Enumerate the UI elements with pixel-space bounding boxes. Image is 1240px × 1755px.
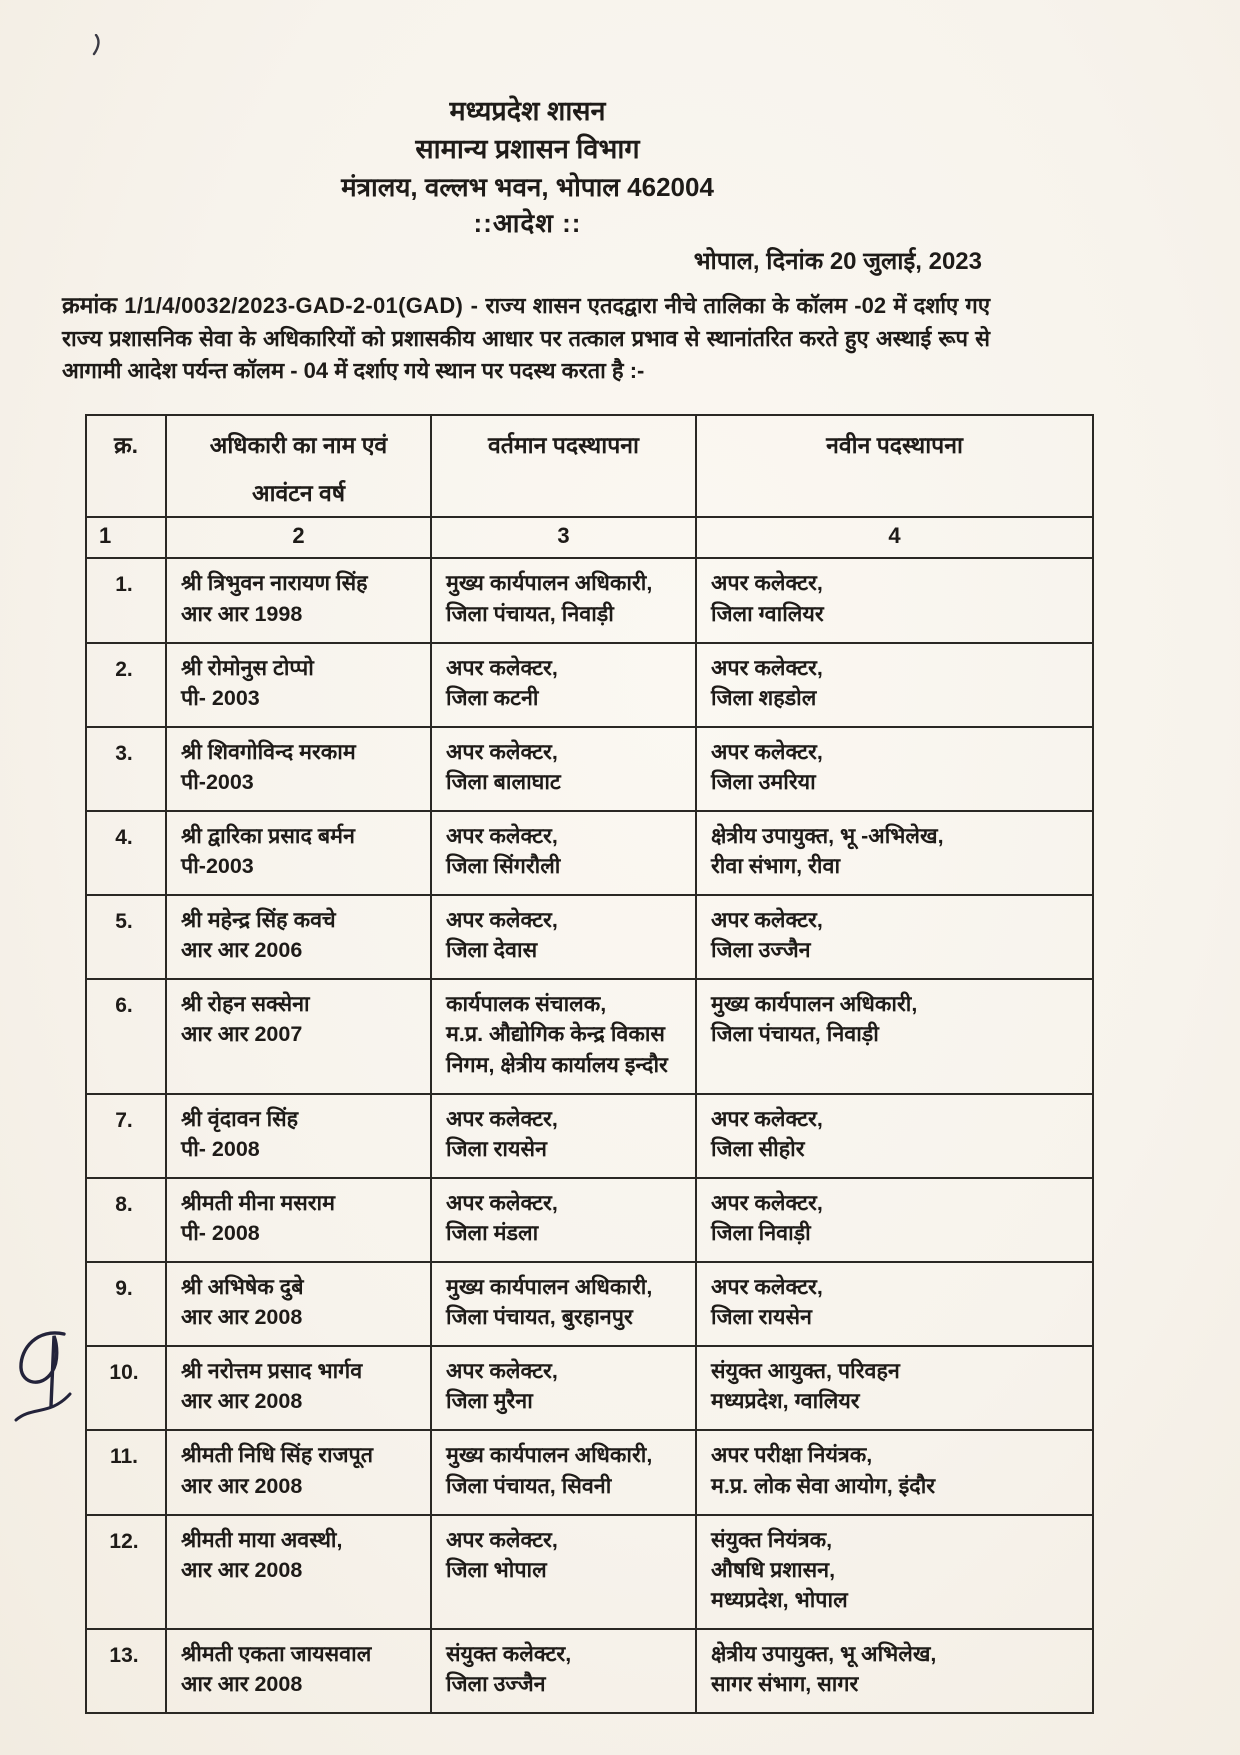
cell-line: संयुक्त कलेक्टर, — [446, 1641, 572, 1666]
cell-line: म.प्र. औद्योगिक केन्द्र विकास — [446, 1022, 665, 1047]
cell-line: आर आर 2008 — [181, 1473, 303, 1498]
cell-line: मुख्य कार्यपालन अधिकारी, — [446, 1275, 653, 1300]
cell-line: श्री महेन्द्र सिंह कवचे — [181, 908, 336, 933]
cell-line: अपर कलेक्टर, — [711, 655, 823, 680]
cell-line: जिला भोपाल — [446, 1557, 547, 1582]
cell-line: जिला रायसेन — [711, 1305, 812, 1330]
cell-line: श्री त्रिभुवन नारायण सिंह — [181, 571, 368, 596]
current-posting-cell — [431, 1346, 696, 1430]
cell-line: श्रीमती मीना मसराम — [181, 1190, 335, 1215]
cell-line: निगम, क्षेत्रीय कार्यालय इन्दौर — [446, 1052, 668, 1077]
table-row — [86, 1430, 1093, 1514]
cell-line: जिला बालाघाट — [446, 769, 561, 794]
new-posting-cell — [696, 1430, 1093, 1514]
signature-icon — [6, 1326, 82, 1438]
office-address: मंत्रालय, वल्लभ भवन, भोपाल 462004 — [341, 172, 714, 202]
cell-line: जिला निवाड़ी — [711, 1220, 811, 1245]
cell-line: अपर कलेक्टर, — [446, 655, 558, 680]
new-posting-cell — [696, 643, 1093, 727]
current-posting-cell — [431, 895, 696, 979]
document-header — [0, 98, 1055, 236]
cell-line: आर आर 2006 — [181, 938, 303, 963]
current-posting-cell — [431, 979, 696, 1093]
column-number-2: 2 — [166, 517, 431, 558]
cell-line: आर आर 2007 — [181, 1022, 303, 1047]
order-body-paragraph — [62, 289, 990, 387]
row-serial: 9. — [86, 1262, 166, 1346]
cell-line: मध्यप्रदेश, ग्वालियर — [711, 1389, 860, 1414]
new-posting-cell — [696, 895, 1093, 979]
row-serial: 1. — [86, 558, 166, 642]
cell-line: पी- 2008 — [181, 1220, 260, 1245]
cell-line: आर आर 2008 — [181, 1671, 303, 1696]
cell-line: अपर कलेक्टर, — [711, 571, 823, 596]
cell-line: क्षेत्रीय उपायुक्त, भू अभिलेख, — [711, 1641, 937, 1666]
row-serial: 4. — [86, 811, 166, 895]
cell-line: अपर कलेक्टर, — [446, 1190, 558, 1215]
cell-line: श्री वृंदावन सिंह — [181, 1106, 299, 1131]
cell-line: जिला ग्वालियर — [711, 601, 824, 626]
officer-name-cell — [166, 811, 431, 895]
cell-line: अपर कलेक्टर, — [446, 824, 558, 849]
current-posting-cell — [431, 643, 696, 727]
cell-line: अपर कलेक्टर, — [446, 1527, 558, 1552]
cell-line: श्री रोमोनुस टोप्पो — [181, 655, 314, 680]
new-posting-cell — [696, 1515, 1093, 1629]
row-serial: 12. — [86, 1515, 166, 1629]
row-serial: 6. — [86, 979, 166, 1093]
column-number-3: 3 — [431, 517, 696, 558]
cell-line: मुख्य कार्यपालन अधिकारी, — [446, 571, 653, 596]
transfer-table-body — [86, 558, 1093, 1713]
row-serial: 8. — [86, 1178, 166, 1262]
current-posting-cell — [431, 558, 696, 642]
row-serial: 2. — [86, 643, 166, 727]
officer-name-cell — [166, 979, 431, 1093]
cell-line: अपर कलेक्टर, — [711, 908, 823, 933]
table-row — [86, 727, 1093, 811]
new-posting-cell — [696, 979, 1093, 1093]
cell-line: पी- 2008 — [181, 1136, 260, 1161]
cell-line: जिला रायसेन — [446, 1136, 547, 1161]
cell-line: जिला उज्जैन — [446, 1671, 546, 1696]
department-name: सामान्य प्रशासन विभाग — [415, 134, 640, 164]
cell-line: पी-2003 — [181, 854, 254, 879]
cell-line: जिला पंचायत, सिवनी — [446, 1473, 612, 1498]
officer-name-cell — [166, 727, 431, 811]
new-posting-cell — [696, 1178, 1093, 1262]
officer-name-cell — [166, 643, 431, 727]
current-posting-cell — [431, 1262, 696, 1346]
current-posting-cell — [431, 1094, 696, 1178]
column-number-row — [86, 517, 1093, 558]
cell-line: संयुक्त नियंत्रक, — [711, 1527, 833, 1552]
new-posting-cell — [696, 811, 1093, 895]
table-row — [86, 1094, 1093, 1178]
officer-name-cell — [166, 1178, 431, 1262]
current-posting-cell — [431, 1430, 696, 1514]
cell-line: औषधि प्रशासन, — [711, 1557, 836, 1582]
cell-line: मुख्य कार्यपालन अधिकारी, — [446, 1443, 653, 1468]
current-posting-cell — [431, 1629, 696, 1713]
cell-line: अपर कलेक्टर, — [446, 739, 558, 764]
cell-line: जिला पंचायत, निवाड़ी — [446, 601, 614, 626]
col-header-officer — [166, 415, 431, 517]
pen-stroke-icon — [92, 34, 106, 56]
row-serial: 7. — [86, 1094, 166, 1178]
cell-line: अपर कलेक्टर, — [711, 739, 823, 764]
current-posting-cell — [431, 811, 696, 895]
column-number-1: 1 — [86, 517, 166, 558]
cell-line: अपर कलेक्टर, — [711, 1190, 823, 1215]
row-serial: 5. — [86, 895, 166, 979]
cell-line: आर आर 2008 — [181, 1305, 303, 1330]
cell-line: जिला शहडोल — [711, 685, 817, 710]
row-serial: 10. — [86, 1346, 166, 1430]
table-row — [86, 895, 1093, 979]
cell-line: पी- 2003 — [181, 685, 260, 710]
cell-line: जिला मंडला — [446, 1220, 539, 1245]
officer-name-cell — [166, 1346, 431, 1430]
current-posting-cell — [431, 1515, 696, 1629]
cell-line: आर आर 2008 — [181, 1557, 303, 1582]
cell-line: आर आर 1998 — [181, 601, 303, 626]
ref-number: 1/1/4/0032/2023-GAD-2-01(GAD) - — [124, 293, 479, 318]
new-posting-cell — [696, 558, 1093, 642]
order-heading: ::आदेश :: — [473, 208, 582, 238]
cell-line: जिला देवास — [446, 938, 538, 963]
cell-line: संयुक्त आयुक्त, परिवहन — [711, 1359, 900, 1384]
cell-line: अपर कलेक्टर, — [446, 1106, 558, 1131]
cell-line: मुख्य कार्यपालन अधिकारी, — [711, 992, 918, 1017]
table-row — [86, 1515, 1093, 1629]
current-posting-cell — [431, 1178, 696, 1262]
cell-line: श्रीमती एकता जायसवाल — [181, 1641, 372, 1666]
officer-name-cell — [166, 1094, 431, 1178]
cell-line: अपर कलेक्टर, — [446, 1359, 558, 1384]
ref-label: क्रमांक — [62, 292, 118, 318]
row-serial: 11. — [86, 1430, 166, 1514]
cell-line: जिला उमरिया — [711, 769, 816, 794]
new-posting-cell — [696, 1262, 1093, 1346]
cell-line: श्री रोहन सक्सेना — [181, 992, 310, 1017]
cell-line: श्रीमती निधि सिंह राजपूत — [181, 1443, 373, 1468]
cell-line: श्री द्वारिका प्रसाद बर्मन — [181, 824, 355, 849]
cell-line: श्रीमती माया अवस्थी, — [181, 1527, 343, 1552]
order-body-text: राज्य शासन एतदद्वारा नीचे तालिका के कॉलम -02 में दर्शाए गए राज्य प्रशासनिक सेवा के अधिकारियों को प्रशासकीय आधार पर तत्काल प्रभाव से स्थानांतरित करते हुए अस्थाई रूप से आगामी आदेश पर्यन्त कॉलम - 04 में दर्शाए गये स्थान पर पदस्थ करता है :- — [62, 293, 990, 384]
cell-line: श्री नरोत्तम प्रसाद भार्गव — [181, 1359, 363, 1384]
place-date-line: भोपाल, दिनांक 20 जुलाई, 2023 — [693, 248, 982, 275]
officer-name-cell — [166, 1430, 431, 1514]
new-posting-cell — [696, 1629, 1093, 1713]
col-header-officer-line2: आवंटन वर्ष — [251, 480, 346, 507]
table-row — [86, 643, 1093, 727]
table-row — [86, 1178, 1093, 1262]
table-row — [86, 979, 1093, 1093]
col-header-officer-line1: अधिकारी का नाम एवं — [209, 432, 388, 459]
table-header-row — [86, 415, 1093, 517]
cell-line: श्री अभिषेक दुबे — [181, 1275, 304, 1300]
cell-line: जिला कटनी — [446, 685, 539, 710]
cell-line: अपर परीक्षा नियंत्रक, — [711, 1443, 873, 1468]
cell-line: जिला पंचायत, निवाड़ी — [711, 1022, 879, 1047]
cell-line: रीवा संभाग, रीवा — [711, 854, 841, 879]
government-name: मध्यप्रदेश शासन — [449, 96, 606, 126]
cell-line: जिला पंचायत, बुरहानपुर — [446, 1305, 633, 1330]
officer-name-cell — [166, 1262, 431, 1346]
officer-name-cell — [166, 558, 431, 642]
transfer-table — [85, 414, 1094, 1714]
cell-line: जिला उज्जैन — [711, 938, 811, 963]
table-row — [86, 1629, 1093, 1713]
row-serial: 13. — [86, 1629, 166, 1713]
officer-name-cell — [166, 1629, 431, 1713]
cell-line: आर आर 2008 — [181, 1389, 303, 1414]
table-row — [86, 558, 1093, 642]
current-posting-cell — [431, 727, 696, 811]
officer-name-cell — [166, 1515, 431, 1629]
table-row — [86, 1262, 1093, 1346]
cell-line: पी-2003 — [181, 769, 254, 794]
cell-line: जिला सिंगरौली — [446, 854, 561, 879]
cell-line: श्री शिवगोविन्द मरकाम — [181, 739, 356, 764]
col-header-current-posting: वर्तमान पदस्थापना — [431, 415, 696, 517]
cell-line: जिला मुरैना — [446, 1389, 533, 1414]
table-row — [86, 811, 1093, 895]
cell-line: मध्यप्रदेश, भोपाल — [711, 1587, 848, 1612]
officer-name-cell — [166, 895, 431, 979]
cell-line: जिला सीहोर — [711, 1136, 805, 1161]
new-posting-cell — [696, 727, 1093, 811]
cell-line: कार्यपालक संचालक, — [446, 992, 607, 1017]
cell-line: अपर कलेक्टर, — [446, 908, 558, 933]
cell-line: म.प्र. लोक सेवा आयोग, इंदौर — [711, 1473, 936, 1498]
col-header-serial: क्र. — [86, 415, 166, 517]
cell-line: क्षेत्रीय उपायुक्त, भू -अभिलेख, — [711, 824, 944, 849]
table-row — [86, 1346, 1093, 1430]
new-posting-cell — [696, 1094, 1093, 1178]
new-posting-cell — [696, 1346, 1093, 1430]
cell-line: सागर संभाग, सागर — [711, 1671, 859, 1696]
col-header-new-posting: नवीन पदस्थापना — [696, 415, 1093, 517]
cell-line: अपर कलेक्टर, — [711, 1275, 823, 1300]
column-number-4: 4 — [696, 517, 1093, 558]
cell-line: अपर कलेक्टर, — [711, 1106, 823, 1131]
row-serial: 3. — [86, 727, 166, 811]
